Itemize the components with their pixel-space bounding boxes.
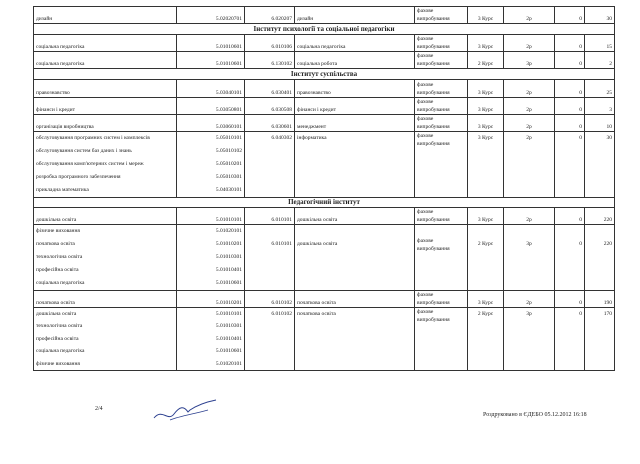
- row-name: початкова освіта: [34, 291, 177, 308]
- row-code: 6.010102: [245, 291, 295, 308]
- row-v1: 0: [579, 135, 582, 141]
- list-item: обслуговування програмних систем і комплексів: [36, 135, 150, 141]
- row-term: 2р: [504, 7, 555, 24]
- row-spec: початкова освіта: [295, 291, 415, 308]
- row-codes-list: [177, 225, 245, 291]
- table-row: [34, 208, 615, 225]
- row-v1: 0: [579, 241, 582, 247]
- row-form: фахове випробування: [415, 115, 468, 132]
- row-code: 6.030508: [245, 98, 295, 115]
- table-row: [34, 52, 615, 69]
- list-item: 5.01010401: [215, 267, 242, 273]
- row-form: фахове випробування: [415, 35, 468, 52]
- table-row: [34, 308, 615, 371]
- list-item: соціальна педагогіка: [36, 348, 85, 355]
- list-item: 5.01010101: [215, 311, 242, 317]
- list-item: 5.01010201: [215, 241, 242, 247]
- row-v1: 0: [555, 98, 585, 115]
- row-code-old: 5.03040101: [177, 80, 245, 98]
- row-form: фахове випробування: [415, 308, 468, 371]
- list-item: фізичне виховання: [36, 228, 80, 234]
- row-form: фахове випробування: [415, 52, 468, 69]
- list-item: дошкільна освіта: [36, 311, 77, 317]
- row-v2: 220: [585, 208, 615, 225]
- row-name: фінанси і кредит: [34, 98, 177, 115]
- row-v1: 0: [555, 7, 585, 24]
- row-v2: 10: [585, 115, 615, 132]
- row-spec: дизайн: [295, 7, 415, 24]
- row-code: 6.130102: [245, 52, 295, 69]
- row-spec: фінанси і кредит: [295, 98, 415, 115]
- row-code: 6.010101: [245, 208, 295, 225]
- row-v2: 190: [585, 291, 615, 308]
- signature-icon: [150, 398, 220, 424]
- list-item: 5.01010601: [215, 348, 242, 355]
- row-names-list: [34, 308, 177, 371]
- row-spec: соціальна робота: [295, 52, 415, 69]
- row-name: соціальна педагогіка: [34, 52, 177, 69]
- row-term: 2р: [504, 98, 555, 115]
- row-v2: 3: [585, 98, 615, 115]
- row-spec: дошкільна освіта: [297, 241, 338, 247]
- list-item: соціальна педагогіка: [36, 280, 85, 286]
- row-term: 3р: [526, 311, 532, 317]
- row-v1: 0: [555, 291, 585, 308]
- list-item: 5.01020101: [215, 360, 242, 367]
- section-title: Інститут суспільства: [34, 69, 615, 80]
- row-code-old: 5.02020701: [177, 7, 245, 24]
- row-code-old: 5.03060101: [177, 115, 245, 132]
- list-item: обслуговування систем баз даних і знань: [36, 148, 132, 154]
- row-code: 6.010106: [245, 35, 295, 52]
- printed-stamp: Роздруковано в ЄДЕБО 05.12.2012 16:18: [483, 412, 587, 418]
- row-spec: дошкільна освіта: [295, 208, 415, 225]
- table-row: [34, 115, 615, 132]
- row-form: фахове випробування: [415, 80, 468, 98]
- row-v2: 30: [585, 7, 615, 24]
- row-v1: 0: [579, 311, 582, 317]
- row-names-list: [34, 225, 177, 291]
- row-v1: 0: [555, 80, 585, 98]
- row-name: правознавство: [34, 80, 177, 98]
- list-item: 5.05010101: [215, 135, 242, 141]
- row-course: 3 Курс: [468, 291, 504, 308]
- row-v1: 0: [555, 52, 585, 69]
- row-codes-list: [177, 132, 245, 198]
- table-row: [34, 35, 615, 52]
- list-item: технологічна освіта: [36, 254, 83, 260]
- row-course: 2 Курс: [477, 311, 494, 317]
- table-row: [34, 7, 615, 24]
- table-row: [34, 225, 615, 291]
- table-row: [34, 291, 615, 308]
- row-name: соціальна педагогіка: [34, 35, 177, 52]
- row-term: 3р: [526, 241, 532, 247]
- list-item: розробка програмного забезпечення: [36, 174, 121, 180]
- list-item: 5.05010102: [215, 148, 242, 154]
- row-term: 2р: [504, 35, 555, 52]
- row-code-old: 5.01010601: [177, 52, 245, 69]
- row-term: 2р: [504, 80, 555, 98]
- row-v1: 0: [555, 115, 585, 132]
- row-course: 3 Курс: [477, 135, 494, 141]
- list-item: 5.04030101: [215, 187, 242, 193]
- row-code: 6.010101: [271, 241, 292, 247]
- row-form: фахове випробування: [415, 208, 468, 225]
- row-v1: 0: [555, 208, 585, 225]
- row-form: фахове випробування: [415, 98, 468, 115]
- list-item: 5.01010601: [215, 280, 242, 286]
- row-v2: 30: [606, 135, 612, 141]
- row-name: дошкільна освіта: [34, 208, 177, 225]
- row-v2: 2: [585, 52, 615, 69]
- section-title: Педагогічний інститут: [34, 198, 615, 208]
- row-v2: 170: [603, 311, 612, 317]
- page-number: 2/4: [95, 406, 103, 412]
- list-item: професійна освіта: [36, 335, 79, 342]
- row-course: 3 Курс: [468, 80, 504, 98]
- row-code: 6.020207: [245, 7, 295, 24]
- row-course: 3 Курс: [468, 115, 504, 132]
- list-item: 5.01010301: [215, 254, 242, 260]
- row-code: 6.040302: [271, 135, 292, 141]
- list-item: професійна освіта: [36, 267, 79, 273]
- list-item: 5.05010301: [215, 174, 242, 180]
- list-item: початкова освіта: [36, 241, 75, 247]
- row-form: фахове випробування: [415, 132, 468, 198]
- row-spec: соціальна педагогіка: [295, 35, 415, 52]
- row-term: 2р: [504, 208, 555, 225]
- row-form: фахове випробування: [415, 7, 468, 24]
- row-v2: 25: [585, 80, 615, 98]
- row-spec: менеджмент: [295, 115, 415, 132]
- list-item: 5.05010201: [215, 161, 242, 167]
- row-codes-list: [177, 308, 245, 371]
- row-code: 6.010102: [271, 311, 292, 317]
- row-spec: правознавство: [295, 80, 415, 98]
- row-names-list: [34, 132, 177, 198]
- row-code-old: 5.01010101: [177, 208, 245, 225]
- specialties-table: [33, 6, 615, 371]
- row-course: 3 Курс: [468, 208, 504, 225]
- row-course: 3 Курс: [468, 35, 504, 52]
- row-v2: 220: [603, 241, 612, 247]
- row-code-old: 5.03050801: [177, 98, 245, 115]
- row-term: 2р: [504, 115, 555, 132]
- row-name: організація виробництва: [34, 115, 177, 132]
- list-item: технологічна освіта: [36, 323, 83, 330]
- row-course: 3 Курс: [468, 98, 504, 115]
- row-form: фахове випробування: [415, 291, 468, 308]
- row-form: фахове випробування: [415, 225, 468, 291]
- list-item: прикладна математика: [36, 187, 89, 193]
- row-spec: початкова освіта: [297, 311, 336, 317]
- row-course: 2 Курс: [477, 241, 494, 247]
- row-course: 3 Курс: [468, 7, 504, 24]
- row-course: 2 Курс: [468, 52, 504, 69]
- row-term: 2р: [526, 135, 532, 141]
- row-spec: інформатика: [297, 135, 327, 141]
- list-item: фізичне виховання: [36, 360, 80, 367]
- table-row: [34, 98, 615, 115]
- table-row: [34, 80, 615, 98]
- list-item: 5.01010301: [215, 323, 242, 330]
- list-item: обслуговування комп'ютерних систем і мереж: [36, 161, 144, 167]
- list-item: 5.01010401: [215, 335, 242, 342]
- row-term: 2р: [504, 291, 555, 308]
- row-v2: 15: [585, 35, 615, 52]
- row-code-old: 5.01010201: [177, 291, 245, 308]
- row-name: дизайн: [34, 7, 177, 24]
- row-code: 6.030401: [245, 80, 295, 98]
- row-v1: 0: [555, 35, 585, 52]
- row-term: 3р: [504, 52, 555, 69]
- section-title: Інститут психології та соціальної педагогіки: [34, 24, 615, 35]
- row-code-old: 5.01010601: [177, 35, 245, 52]
- table-row: [34, 132, 615, 198]
- row-code: 6.030601: [245, 115, 295, 132]
- list-item: 5.01020101: [215, 228, 242, 234]
